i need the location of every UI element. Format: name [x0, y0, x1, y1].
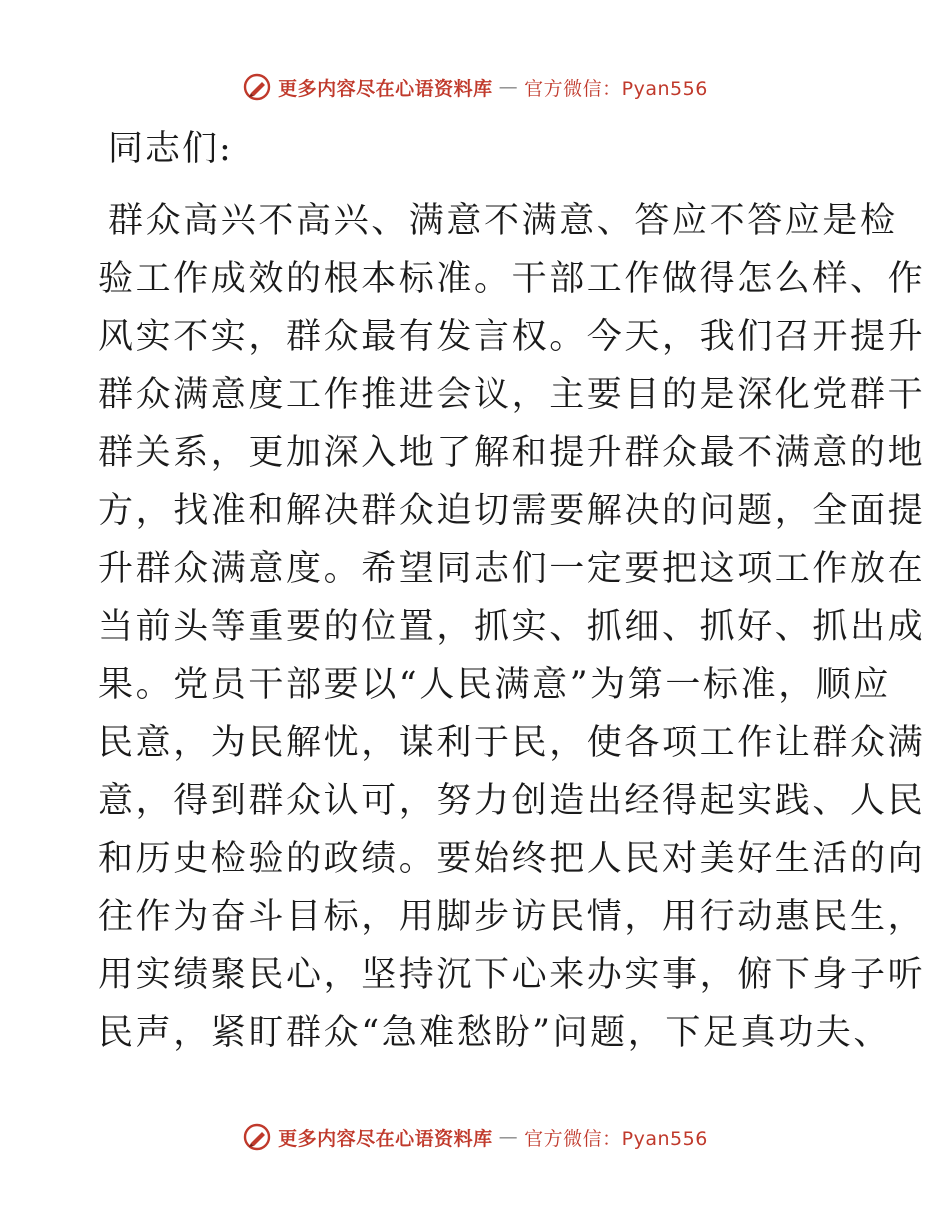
- watermark-separator: —: [498, 76, 519, 98]
- body-line: 和历史检验的政绩。要始终把人民对美好生活的向: [98, 839, 926, 879]
- body-line: 风实不实，群众最有发言权。今天，我们召开提升: [98, 317, 926, 357]
- body-line: 验工作成效的根本标准。干部工作做得怎么样、作: [98, 259, 926, 299]
- body-line: 果。党员干部要以“人民满意”为第一标准，顺应: [98, 665, 891, 705]
- body-text: [98, 198, 926, 1068]
- body-line: 群众高兴不高兴、满意不满意、答应不答应是检: [108, 201, 898, 241]
- body-line: 方，找准和解决群众迫切需要解决的问题，全面提: [98, 491, 926, 531]
- body-line: 民意，为民解忧，谋利于民，使各项工作让群众满: [98, 723, 926, 763]
- body-line: 升群众满意度。希望同志们一定要把这项工作放在: [98, 549, 926, 589]
- body-line: 群众满意度工作推进会议，主要目的是深化党群干: [98, 375, 926, 415]
- header-watermark: [0, 72, 950, 102]
- watermark-contact: 官方微信：Pyan556: [524, 77, 708, 100]
- footer-watermark: [0, 1122, 950, 1152]
- body-line: 意，得到群众认可，努力创造出经得起实践、人民: [98, 781, 926, 821]
- body-line: 往作为奋斗目标，用脚步访民情，用行动惠民生，: [98, 897, 926, 937]
- pen-logo-icon: [242, 1122, 272, 1152]
- watermark-site-text: 更多内容尽在心语资料库: [278, 1127, 493, 1150]
- pen-logo-icon: [242, 72, 272, 102]
- watermark-separator: —: [498, 1126, 519, 1148]
- body-line: 用实绩聚民心，坚持沉下心来办实事，俯下身子听: [98, 955, 926, 995]
- body-line: 民声，紧盯群众“急难愁盼”问题，下足真功夫、: [98, 1013, 891, 1053]
- body-line: 当前头等重要的位置，抓实、抓细、抓好、抓出成: [98, 607, 926, 647]
- body-line: 群关系，更加深入地了解和提升群众最不满意的地: [98, 433, 926, 473]
- watermark-contact: 官方微信：Pyan556: [524, 1127, 708, 1150]
- greeting: 同志们:: [108, 129, 233, 169]
- watermark-site-text: 更多内容尽在心语资料库: [278, 77, 493, 100]
